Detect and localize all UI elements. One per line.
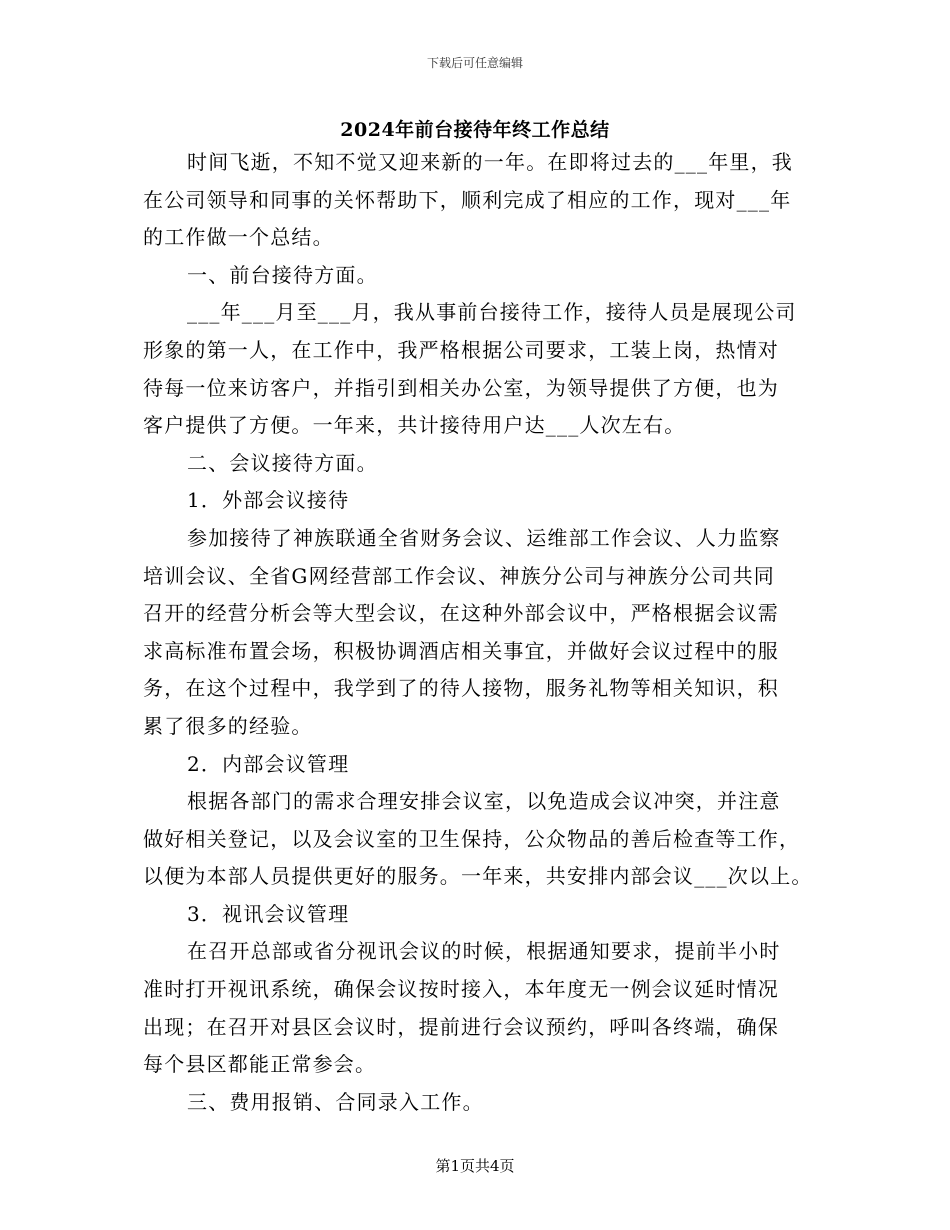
body-line: 1．外部会议接待 xyxy=(187,488,350,513)
header-note: 下载后可任意编辑 xyxy=(426,56,523,70)
body-line: ___年___月至___月，我从事前台接待工作，接待人员是展现公司 xyxy=(187,300,797,325)
page-number: 第1页共4页 xyxy=(435,1157,515,1175)
body-line: 召开的经营分析会等大型会议，在这种外部会议中，严格根据会议需 xyxy=(143,601,779,626)
body-line: 一、前台接待方面。 xyxy=(187,262,378,287)
body-line: 做好相关登记，以及会议室的卫生保持，公众物品的善后检查等工作， xyxy=(143,826,801,851)
body-line: 出现；在召开对县区会议时，提前进行会议预约，呼叫各终端，确保 xyxy=(143,1014,779,1039)
body-line: 在公司领导和同事的关怀帮助下，顺利完成了相应的工作，现对___年 xyxy=(143,187,792,212)
body-line: 累了很多的经验。 xyxy=(143,713,313,738)
body-line: 二、会议接待方面。 xyxy=(187,450,378,475)
body-line: 参加接待了神族联通全省财务会议、运维部工作会议、人力监察 xyxy=(187,525,781,550)
body-line: 待每一位来访客户，并指引到相关办公室，为领导提供了方便，也为 xyxy=(143,375,779,400)
document-body xyxy=(143,144,823,1121)
body-line: 务，在这个过程中，我学到了的待人接物，服务礼物等相关知识，积 xyxy=(143,676,779,701)
body-line: 客户提供了方便。一年来，共计接待用户达___人次左右。 xyxy=(143,413,686,438)
body-line: 3．视讯会议管理 xyxy=(187,901,350,926)
body-line: 2．内部会议管理 xyxy=(187,751,350,776)
body-line: 形象的第一人，在工作中，我严格根据公司要求，工装上岗，热情对 xyxy=(143,337,779,362)
body-line: 每个县区都能正常参会。 xyxy=(143,1052,377,1077)
body-line: 培训会议、全省G网经营部工作会议、神族分公司与神族分公司共同 xyxy=(143,563,775,588)
body-line: 时间飞逝，不知不觉又迎来新的一年。在即将过去的___年里，我 xyxy=(187,150,793,174)
body-line: 三、费用报销、合同录入工作。 xyxy=(187,1089,484,1114)
body-line: 的工作做一个总结。 xyxy=(143,225,334,250)
body-line: 准时打开视讯系统，确保会议按时接入，本年度无一例会议延时情况 xyxy=(143,977,779,1002)
body-line: 求高标准布置会场，积极协调酒店相关事宜，并做好会议过程中的服 xyxy=(143,638,779,663)
document-title: 2024年前台接待年终工作总结 xyxy=(340,119,610,141)
body-line: 根据各部门的需求合理安排会议室，以免造成会议冲突，并注意 xyxy=(187,789,781,814)
body-line: 以便为本部人员提供更好的服务。一年来，共安排内部会议___次以上。 xyxy=(143,864,813,889)
body-line: 在召开总部或省分视讯会议的时候，根据通知要求，提前半小时 xyxy=(187,939,781,964)
